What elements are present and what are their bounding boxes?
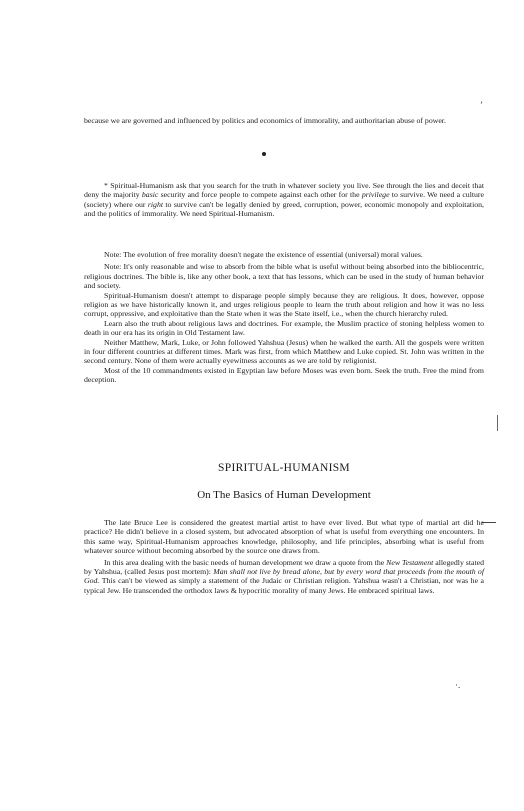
paragraph-needs xyxy=(84,558,484,596)
heading-main: SPIRITUAL-HUMANISM xyxy=(218,462,350,474)
note-bible: Note: It's only reasonable and wise to absorb from the bible what is useful without being absorbed into the bibliocentric, religious doctrines. The bible is, like any other book, a text that has lessons, which can be used in the study of human behavior and society. xyxy=(84,262,484,291)
corner-mark: ʼ xyxy=(480,100,483,110)
paragraph-spiritual xyxy=(84,181,484,219)
margin-dash xyxy=(482,522,496,523)
needs-text-1: In this area dealing with the basic needs of human development we draw a quote from the xyxy=(104,557,387,567)
spiritual-text-2: security and force people to compete against each other for the xyxy=(158,190,362,200)
em-quote: Man shall not live by bread alone, but by every word that proceeds from the mouth of God. xyxy=(84,567,484,586)
paragraph-bruce: The late Bruce Lee is considered the greatest martial artist to have ever lived. But what type of martial art did he practice? He didn't believe in a closed system, but advocated absorption of what is useful from everything one encounters. In this same way, Spiritual-Humanism approaches knowledge, philosophy, and life principles, absorbing what is useful from whatever source without becoming absorbed by the source one draws from. xyxy=(84,518,484,556)
paragraph-religion: Spiritual-Humanism doesn't attempt to disparage people simply because they are religious. It does, however, oppose religion as we have historically known it, and urges religious people to learn the truth about religion and how it was no less corrupt, oppressive, and exploitative than the State when it was the State itself, i.e., when the church hierarchy ruled. xyxy=(84,290,484,319)
notes-section xyxy=(84,250,484,385)
needs-text-2: allegedly stated by Yahshua, (called Jesus post mortem): xyxy=(84,557,484,577)
paragraph-gospels: Neither Matthew, Mark, Luke, or John followed Yahshua (Jesus) when he walked the earth. All the gospels were written in four different countries at different times. Mark was first, from which Matthew and Luke copied. St. John was written in the second century. None of them were actually eyewitness accounts as we are told by religionist. xyxy=(84,337,484,366)
spiritual-text-4: to survive can't be legally denied by greed, corruption, power, economic monopoly and exploitation, and the politics of immorality. We need Spiritual-Humanism. xyxy=(84,199,484,219)
paragraph-top xyxy=(84,116,484,125)
em-new-testament: New Testament xyxy=(386,557,434,567)
heading-sub: On The Basics of Human Development xyxy=(197,489,371,501)
note-evolution: Note: The evolution of free morality doesn't negate the existence of essential (universal) moral values. xyxy=(104,250,423,259)
em-right: right xyxy=(147,199,164,209)
needs-text-3: This can't be viewed as simply a statement of the Judaic or Christian religion. Yahshua wasn't a Christian, nor was he a typical Jew. He transcended the orthodox laws & hypocritic morality of many Jews. He embraced spiritual laws. xyxy=(84,576,484,595)
spiritual-text-1: * Spiritual-Humanism ask that you search for the truth in whatever society you live. See through the lies and deceit that deny the majority xyxy=(84,181,484,200)
paragraph-commandments: Most of the 10 commandments existed in Egyptian law before Moses was even born. Seek the truth. Free the mind from deception. xyxy=(84,365,484,385)
em-basic: basic xyxy=(141,190,159,200)
bottom-mark: ·. xyxy=(455,680,461,690)
para-top-text: because we are governed and influenced by politics and economics of immorality, and authoritarian abuse of power. xyxy=(84,116,446,125)
body-section xyxy=(84,518,484,595)
paragraph-learn: Learn also the truth about religious laws and doctrines. For example, the Muslim practice of stoning helpless women to death in our era has its origin in Old Testament law. xyxy=(84,318,484,338)
margin-tick xyxy=(497,415,498,431)
em-privilege: privilege xyxy=(361,190,390,200)
bullet-dot xyxy=(262,152,266,156)
spiritual-text-3: to survive. We need a culture (society) where our xyxy=(84,190,484,209)
